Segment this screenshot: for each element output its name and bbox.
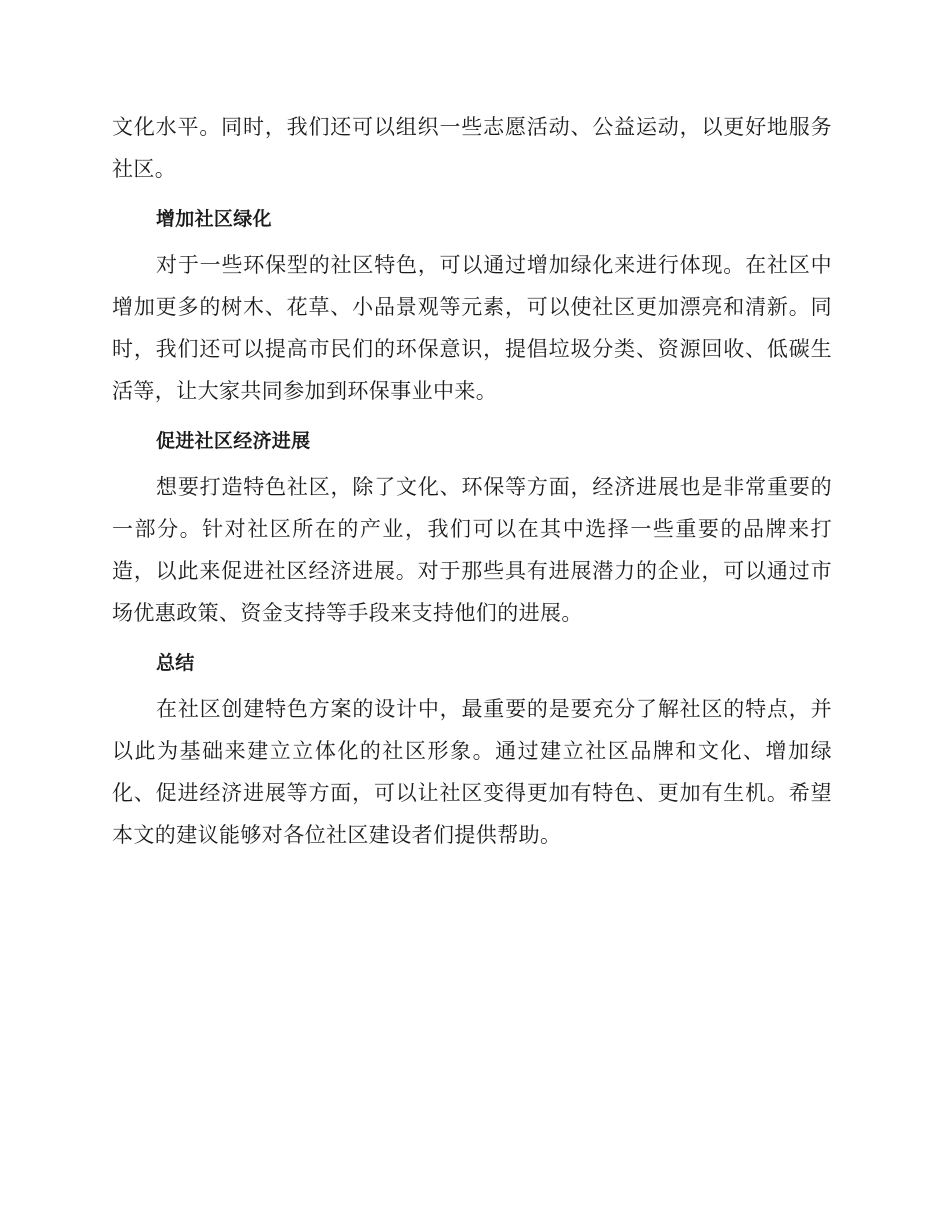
section-body-greening: 对于一些环保型的社区特色，可以通过增加绿化来进行体现。在社区中增加更多的树木、花草、小品景观等元素，可以使社区更加漂亮和清新。同时，我们还可以提高市民们的环保意识，提倡垃圾分类、资源回收、低碳生活等，让大家共同参加到环保事业中来。 — [112, 253, 832, 403]
section-body-summary: 在社区创建特色方案的设计中，最重要的是要充分了解社区的特点，并以此为基础来建立立体化的社区形象。通过建立社区品牌和文化、增加绿化、促进经济进展等方面，可以让社区变得更加有特色、更加有生机。希望本文的建议能够对各位社区建设者们提供帮助。 — [112, 697, 832, 847]
section-heading-greening: 增加社区绿化 — [156, 208, 272, 230]
section-heading-economy: 促进社区经济进展 — [156, 430, 311, 452]
document-page — [112, 106, 832, 856]
section-body-economy: 想要打造特色社区，除了文化、环保等方面，经济进展也是非常重要的一部分。针对社区所在的产业，我们可以在其中选择一些重要的品牌来打造，以此来促进社区经济进展。对于那些具有进展潜力的企业，可以通过市场优惠政策、资金支持等手段来支持他们的进展。 — [112, 475, 832, 625]
intro-paragraph: 文化水平。同时，我们还可以组织一些志愿活动、公益运动，以更好地服务社区。 — [112, 115, 832, 181]
section-heading-summary: 总结 — [156, 652, 195, 674]
